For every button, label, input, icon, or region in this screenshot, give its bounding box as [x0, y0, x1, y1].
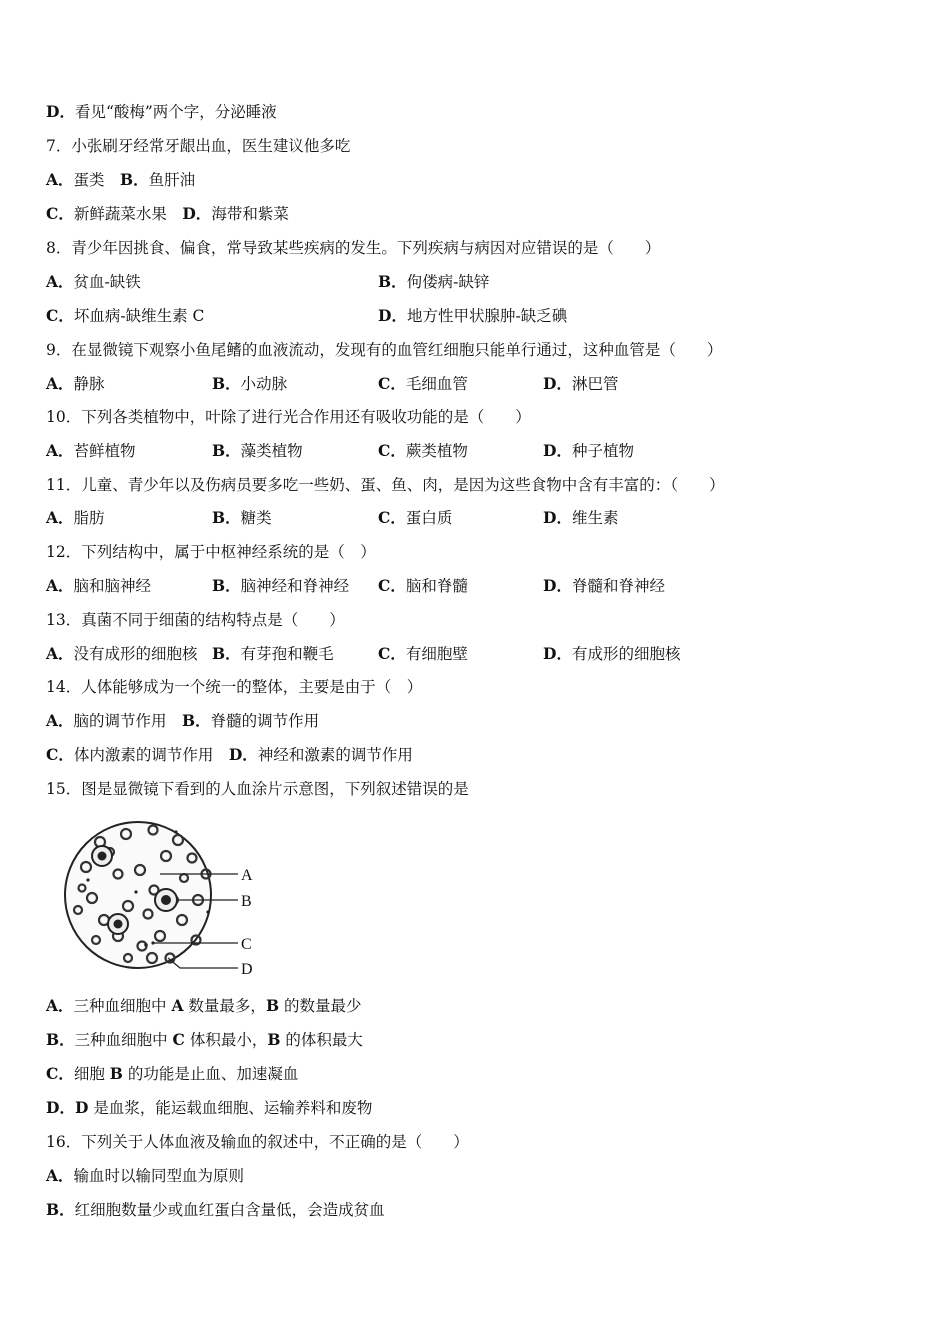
q15-option-c: C．细胞 B 的功能是止血、加速凝血	[46, 1064, 299, 1083]
q13-stem: 13．真菌不同于细菌的结构特点是（ ）	[46, 611, 345, 629]
label-d: D	[241, 961, 253, 978]
q9-option-d: D．淋巴管	[543, 374, 619, 393]
q16-option-a: A．输血时以输同型血为原则	[46, 1166, 245, 1185]
q11-stem: 11．儿童、青少年以及伤病员要多吃一些奶、蛋、鱼、肉，是因为这些食物中含有丰富的：（ ）	[46, 476, 725, 494]
q15-option-b: B．三种血细胞中 C 体积最小，B 的体积最大	[46, 1030, 363, 1049]
q12-option-a: A．脑和脑神经	[46, 576, 152, 595]
label-c: C	[241, 936, 252, 953]
q11-option-d: D．维生素	[543, 508, 619, 527]
q15-option-a: A．三种血细胞中 A 数量最多，B 的数量最少	[46, 996, 362, 1015]
q8-stem: 8．青少年因挑食、偏食，常导致某些疾病的发生。下列疾病与病因对应错误的是（ ）	[46, 239, 661, 257]
q11-option-b: B．糖类	[212, 508, 272, 527]
q15-option-d: D．D 是血浆，能运载血细胞、运输养料和废物	[46, 1098, 373, 1117]
q8-option-d: D．地方性甲状腺肿-缺乏碘	[378, 306, 568, 325]
label-b: B	[241, 893, 252, 910]
q9-stem: 9．在显微镜下观察小鱼尾鳍的血液流动，发现有的血管红细胞只能单行通过，这种血管是（ ）	[46, 341, 723, 359]
q7-options-cd: C．新鲜蔬菜水果 D．海带和紫菜	[46, 204, 289, 223]
q13-option-b: B．有芽孢和鞭毛	[212, 644, 334, 663]
q11-option-c: C．蛋白质	[378, 508, 453, 527]
q13-option-d: D．有成形的细胞核	[543, 644, 681, 663]
q12-option-d: D．脊髓和脊神经	[543, 576, 665, 595]
q8-option-b: B．佝偻病-缺锌	[378, 272, 490, 291]
q12-option-b: B．脑神经和脊神经	[212, 576, 350, 595]
q13-option-a: A．没有成形的细胞核	[46, 644, 198, 663]
q12-stem: 12．下列结构中，属于中枢神经系统的是（ ）	[46, 543, 376, 561]
q10-option-d: D．种子植物	[543, 441, 634, 460]
q10-option-a: A．苔鲜植物	[46, 441, 136, 460]
q7-stem: 7．小张刷牙经常牙龈出血，医生建议他多吃	[46, 137, 351, 155]
q16-stem: 16．下列关于人体血液及输血的叙述中，不正确的是（ ）	[46, 1133, 469, 1151]
q15-stem: 15．图是显微镜下看到的人血涂片示意图，下列叙述错误的是	[46, 780, 469, 798]
q9-option-a: A．静脉	[46, 374, 105, 393]
q10-option-b: B．藻类植物	[212, 441, 303, 460]
q12-option-c: C．脑和脊髓	[378, 576, 468, 595]
q14-stem: 14．人体能够成为一个统一的整体，主要是由于（ ）	[46, 678, 423, 696]
q16-option-b: B．红细胞数量少或血红蛋白含量低，会造成贫血	[46, 1200, 385, 1219]
q10-stem: 10．下列各类植物中，叶除了进行光合作用还有吸收功能的是（ ）	[46, 408, 531, 426]
blood-smear-figure	[58, 812, 268, 982]
q14-options-cd: C．体内激素的调节作用 D．神经和激素的调节作用	[46, 745, 413, 764]
q8-option-a: A．贫血-缺铁	[46, 272, 141, 291]
q8-option-c: C．坏血病-缺维生素 C	[46, 306, 205, 325]
q7-options-ab: A．蛋类 B．鱼肝油	[46, 170, 196, 189]
q10-option-c: C．蕨类植物	[378, 441, 468, 460]
q14-options-ab: A．脑的调节作用 B．脊髓的调节作用	[46, 711, 320, 730]
label-a: A	[241, 867, 253, 884]
q9-option-c: C．毛细血管	[378, 374, 468, 393]
q9-option-b: B．小动脉	[212, 374, 288, 393]
q6-option-d: D．看见“酸梅”两个字，分泌睡液	[46, 102, 277, 121]
q13-option-c: C．有细胞壁	[378, 644, 468, 663]
q11-option-a: A．脂肪	[46, 508, 105, 527]
